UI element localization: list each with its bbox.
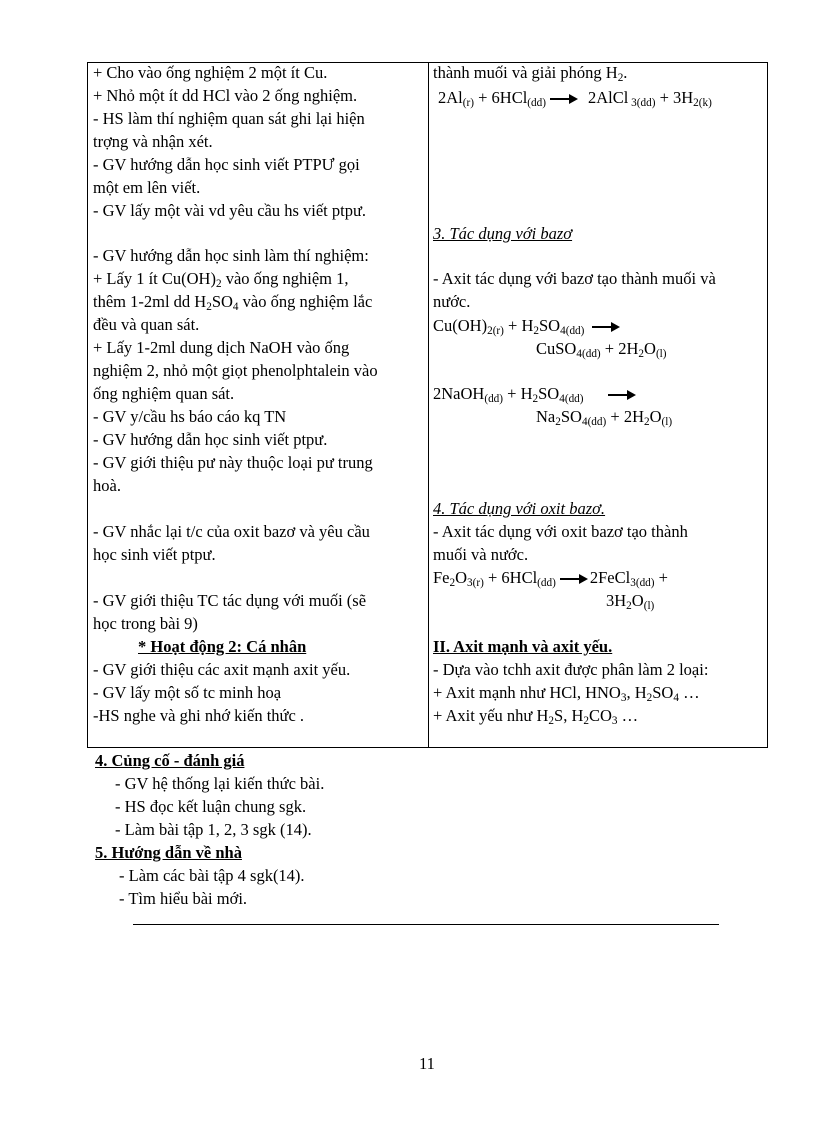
text-line: - GV giới thiệu TC tác dụng với muối (sẽ [93,591,367,610]
column-divider [428,63,429,747]
equation-fe2o3: $Fe_2O_{3(r)} + 6HCl_{(dd)}$ 2FeCl$_{3(dd)}$ + [433,568,668,590]
text-line: ống nghiệm quan sát. [93,384,235,403]
text-line: học sinh viết ptpư. [93,545,216,564]
text-line: - GV hướng dẫn học sinh làm thí nghiệm: [93,246,369,265]
equation-naoh-product: $Na_2SO_{4(dd)} + 2H_2O_{(l)}$ [536,407,673,429]
text-line: thành muối và giải phóng $H_2$. [433,63,628,85]
text-line: - GV lấy một số tc minh hoạ [93,683,282,702]
text-line: - HS đọc kết luận chung sgk. [115,797,307,816]
text-line: - GV nhắc lại t/c của oxit bazơ và yêu cầu [93,522,370,541]
equation-cuoh2-product: CuSO$_{4(dd)}$ + $2H_2O_{(l)}$ [536,339,667,361]
text-line: - Axit tác dụng với bazơ tạo thành muối và [433,269,716,288]
text-line: - Axit tác dụng với oxit bazơ tạo thành [433,522,688,541]
text-line: - GV hệ thống lại kiến thức bài. [115,774,325,793]
text-line: thêm 1-2ml dd $H_2SO_4$ vào ống nghiệm lắc [93,292,373,314]
text-line: -HS nghe và ghi nhớ kiến thức . [93,706,305,725]
section-5-heading: 5. Hướng dẫn về nhà [95,843,242,862]
text-line: - Làm các bài tập 4 sgk(14). [119,866,305,885]
page-number: 11 [419,1054,435,1073]
section-heading-strong-weak-acids: II. Axit mạnh và axit yếu. [433,637,613,656]
text-line: + Lấy 1-2ml dung dịch NaOH vào ống [93,338,350,357]
text-line: + Lấy 1 ít $Cu(OH)_2$ vào ống nghiệm 1, [93,269,349,291]
reaction-arrow-icon [608,394,634,396]
activity-2-heading: * Hoạt động 2: Cá nhân [138,637,307,656]
text-line: - Dựa vào tchh axit được phân làm 2 loại: [433,660,709,679]
text-line: - GV giới thiệu pư này thuộc loại pư trung [93,453,373,472]
text-line: hoà. [93,476,121,495]
equation-fe2o3-product: $3H_2O_{(l)}$ [606,591,655,613]
text-line: - GV hướng dẫn học sinh viết PTPƯ gọi [93,155,360,174]
text-line: + Cho vào ống nghiệm 2 một ít Cu. [93,63,328,82]
text-line: - Tìm hiểu bài mới. [119,889,248,908]
equation-al-hcl: $2Al_{(r)} + 6HCl_{(dd)}$ 2AlCl $_{3(dd)} + 3H_{2(k)}$ [438,88,712,110]
text-line: - GV hướng dẫn học sinh viết ptpư. [93,430,328,449]
text-line: + Axit mạnh như HCl, $HNO_3$, $H_2SO_4$ … [433,683,700,705]
text-line: - HS làm thí nghiệm quan sát ghi lại hiện [93,109,365,128]
section-heading-base: 3. Tác dụng với bazơ [433,224,573,243]
text-line: + Nhỏ một ít dd HCl vào 2 ống nghiệm. [93,86,358,105]
text-line: muối và nước. [433,545,529,564]
reaction-arrow-icon [550,98,576,100]
text-line: nghiệm 2, nhỏ một giọt phenolphtalein vào [93,361,378,380]
section-heading-base-oxide: 4. Tác dụng với oxit bazơ. [433,499,606,518]
text-line: - GV y/cầu hs báo cáo kq TN [93,407,287,426]
text-line: học trong bài 9) [93,614,198,633]
lesson-table [87,62,768,748]
section-4-heading: 4. Củng cố - đánh giá [95,751,245,770]
text-line: đều và quan sát. [93,315,200,334]
text-line: nước. [433,292,471,311]
text-line: - Làm bài tập 1, 2, 3 sgk (14). [115,820,312,839]
text-line: + Axit yếu như $H_2S$, $H_2CO_3$ … [433,706,639,728]
text-line: một em lên viết. [93,178,201,197]
equation-naoh: 2NaOH$_{(dd)}$ + $H_2SO_{4(dd)}$ [433,384,638,404]
reaction-arrow-icon [560,578,586,580]
equation-cuoh2: $Cu(OH)_{2(r)} + H_2SO_{4(dd)}$ [433,316,622,336]
reaction-arrow-icon [592,326,618,328]
end-rule [133,924,719,925]
text-line: trợng và nhận xét. [93,132,213,151]
text-line: - GV giới thiệu các axit mạnh axit yếu. [93,660,351,679]
text-line: - GV lấy một vài vd yêu cầu hs viết ptpư. [93,201,367,220]
